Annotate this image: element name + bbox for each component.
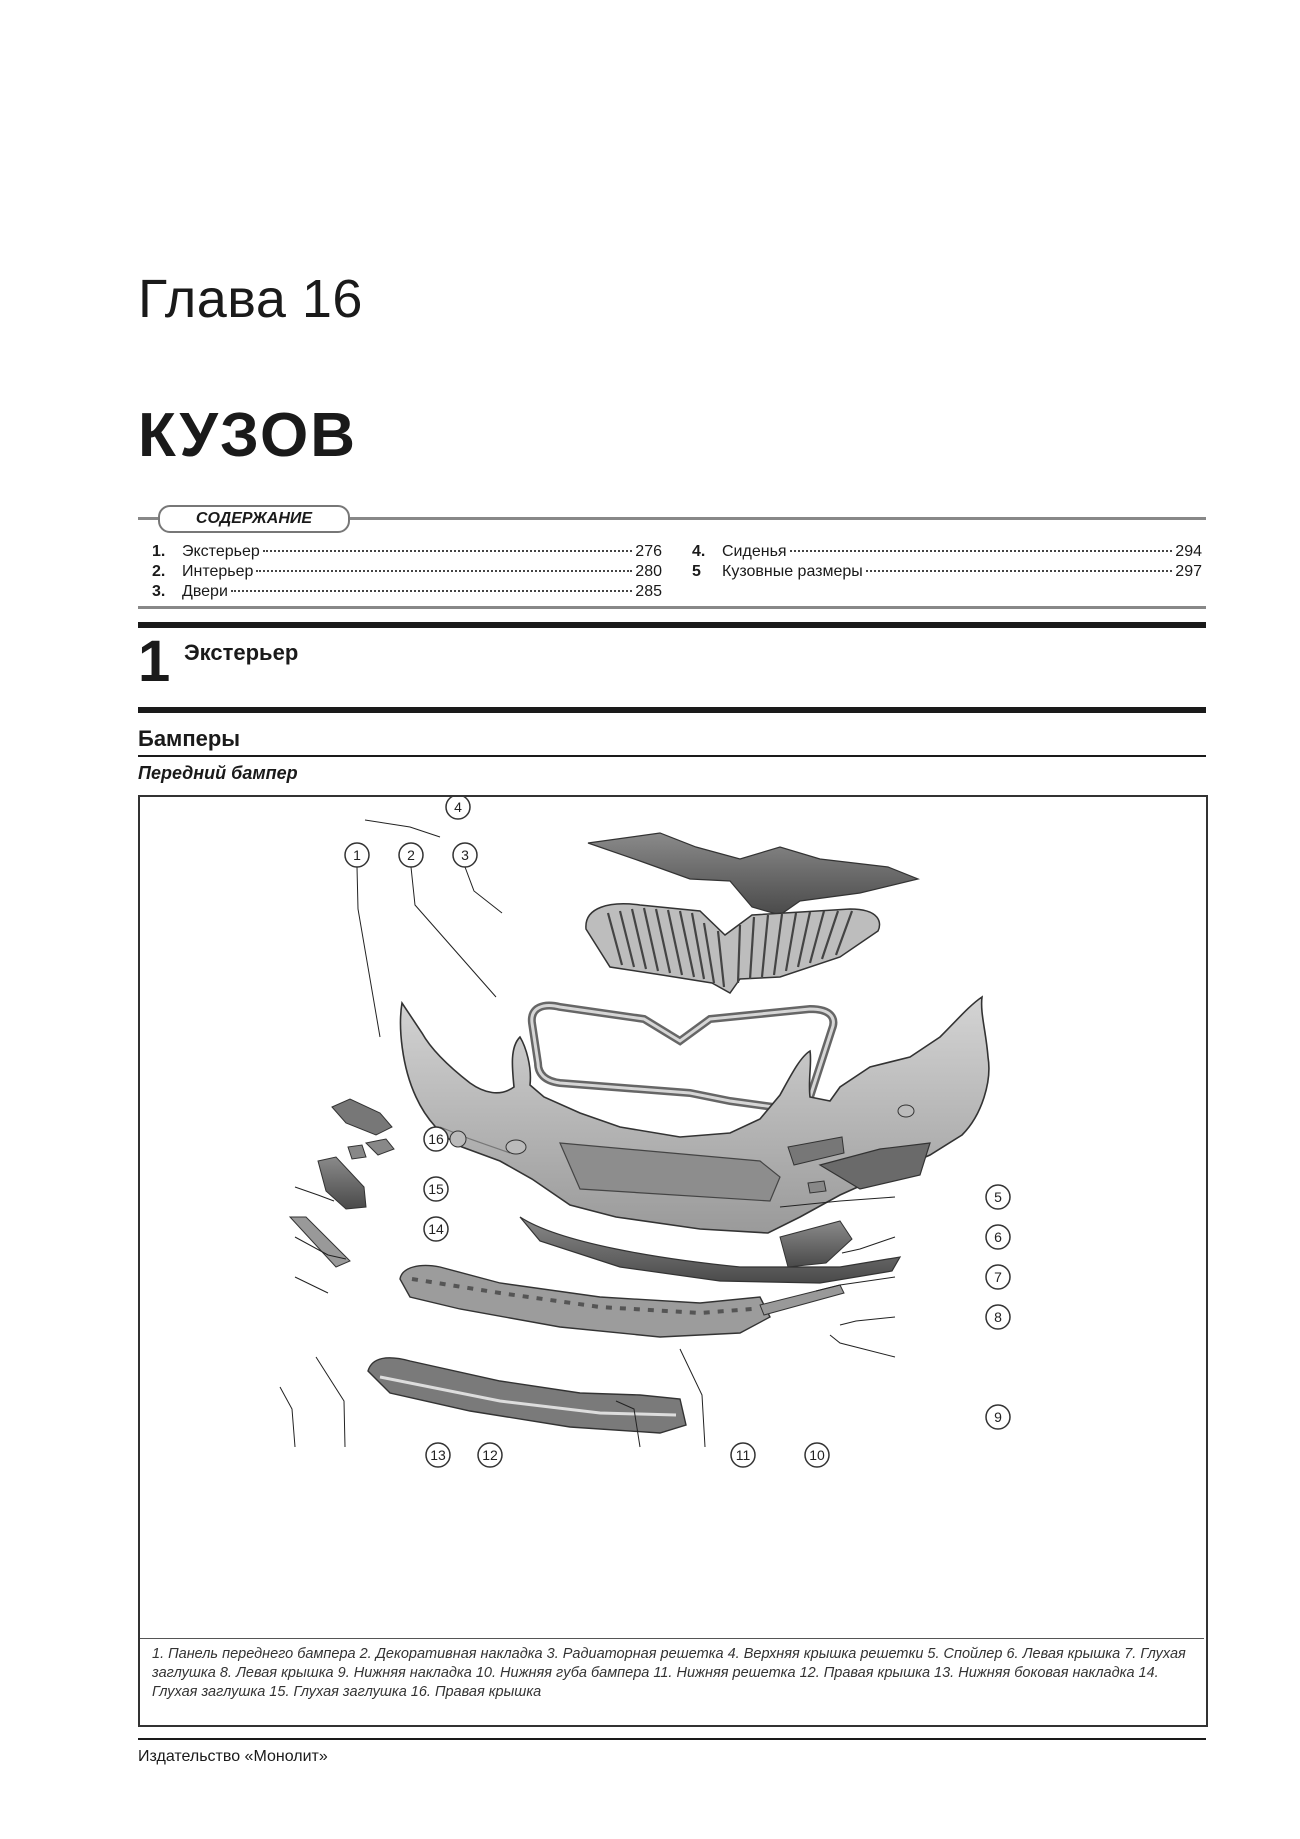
toc-item-text: Экстерьер [182,543,260,560]
toc-item-text: Сиденья [722,543,787,560]
radiator-grille [586,904,880,993]
toc-item-number: 4. [692,543,706,560]
toc-item[interactable] [152,543,662,563]
svg-text:2: 2 [407,847,415,863]
subsubsection-title: Передний бампер [138,763,298,783]
callout-8 [986,1305,1010,1329]
blank-plug-14 [348,1145,366,1159]
callout-16 [424,1127,448,1151]
svg-text:16: 16 [428,1131,444,1147]
section-rule-bottom [138,707,1206,713]
callout-9 [986,1405,1010,1429]
toc-label: СОДЕРЖАНИЕ [158,505,350,533]
callout-7 [986,1265,1010,1289]
footer-rule [138,1738,1206,1740]
svg-text:1: 1 [353,847,361,863]
bumper-exploded-diagram [140,797,1202,1637]
toc-leader [231,590,632,592]
svg-text:10: 10 [809,1447,825,1463]
callout-3 [453,843,477,867]
toc-item-page: 297 [1175,563,1202,580]
toc-leader [256,570,632,572]
section-number: 1 [138,629,171,694]
svg-text:13: 13 [430,1447,446,1463]
subsection-title: Бамперы [138,726,241,751]
toc-item-page: 280 [635,563,662,580]
callout-1 [345,843,369,867]
upper-grille-cover [588,833,918,915]
svg-text:8: 8 [994,1309,1002,1325]
callout-6 [986,1225,1010,1249]
lower-grille [368,1358,686,1433]
callout-10 [805,1443,829,1467]
section-rule-top [138,622,1206,628]
callout-11 [731,1443,755,1467]
right-cover [332,1099,392,1135]
svg-text:3: 3 [461,847,469,863]
subsection-rule [138,755,1206,757]
blank-plug-round [450,1131,466,1147]
lower-trim-9 [760,1285,844,1315]
svg-text:4: 4 [454,799,462,815]
svg-text:14: 14 [428,1221,444,1237]
toc-leader [866,570,1172,572]
callout-4 [446,797,470,819]
toc-item-page: 285 [635,583,662,600]
callout-14 [424,1217,448,1241]
blank-plug-7 [808,1181,826,1193]
svg-text:9: 9 [994,1409,1002,1425]
page-title: КУЗОВ [138,401,357,470]
svg-text:12: 12 [482,1447,498,1463]
toc-item-text: Кузовные размеры [722,563,863,580]
toc-item-number: 2. [152,563,166,580]
caption-rule [140,1638,1204,1639]
toc-item[interactable] [692,563,1202,583]
svg-text:5: 5 [994,1189,1002,1205]
toc-leader [790,550,1173,552]
callout-2 [399,843,423,867]
publisher-footer: Издательство «Монолит» [138,1748,328,1765]
left-cover-8 [780,1221,852,1267]
toc-item-page: 294 [1175,543,1202,560]
svg-text:15: 15 [428,1181,444,1197]
right-cover-12 [318,1157,366,1209]
callout-5 [986,1185,1010,1209]
toc-item-number: 1. [152,543,166,560]
svg-text:6: 6 [994,1229,1002,1245]
section-title: Экстерьер [184,640,299,665]
callout-15 [424,1177,448,1201]
callout-13 [426,1443,450,1467]
toc-item-number: 3. [152,583,166,600]
toc-item-text: Интерьер [182,563,254,580]
toc-item[interactable] [152,563,662,583]
svg-text:11: 11 [735,1447,751,1463]
toc-item[interactable] [692,543,1202,563]
toc-item-text: Двери [182,583,228,600]
blank-plug-15 [366,1139,394,1155]
toc-item[interactable] [152,583,662,603]
svg-text:7: 7 [994,1269,1002,1285]
toc-item-number: 5 [692,563,701,580]
toc-leader [263,550,633,552]
toc-item-page: 276 [635,543,662,560]
figure-caption: 1. Панель переднего бампера 2. Декоративная накладка 3. Радиаторная решетка 4. Верхняя крышка решетки 5. Спойлер 6. Левая крышка 7. Глухая заглушка 8. Левая крышка 9. Нижняя накладка 10. Нижняя губа бампера 11. Нижняя решетка 12. Правая крышка 13. Нижняя боковая накладка 14. Глухая заглушка 15. Глухая заглушка 16. Правая крышка [152,1646,1186,1700]
callout-12 [478,1443,502,1467]
chapter-heading: Глава 16 [138,269,363,329]
lower-side-trim-right [290,1217,350,1267]
